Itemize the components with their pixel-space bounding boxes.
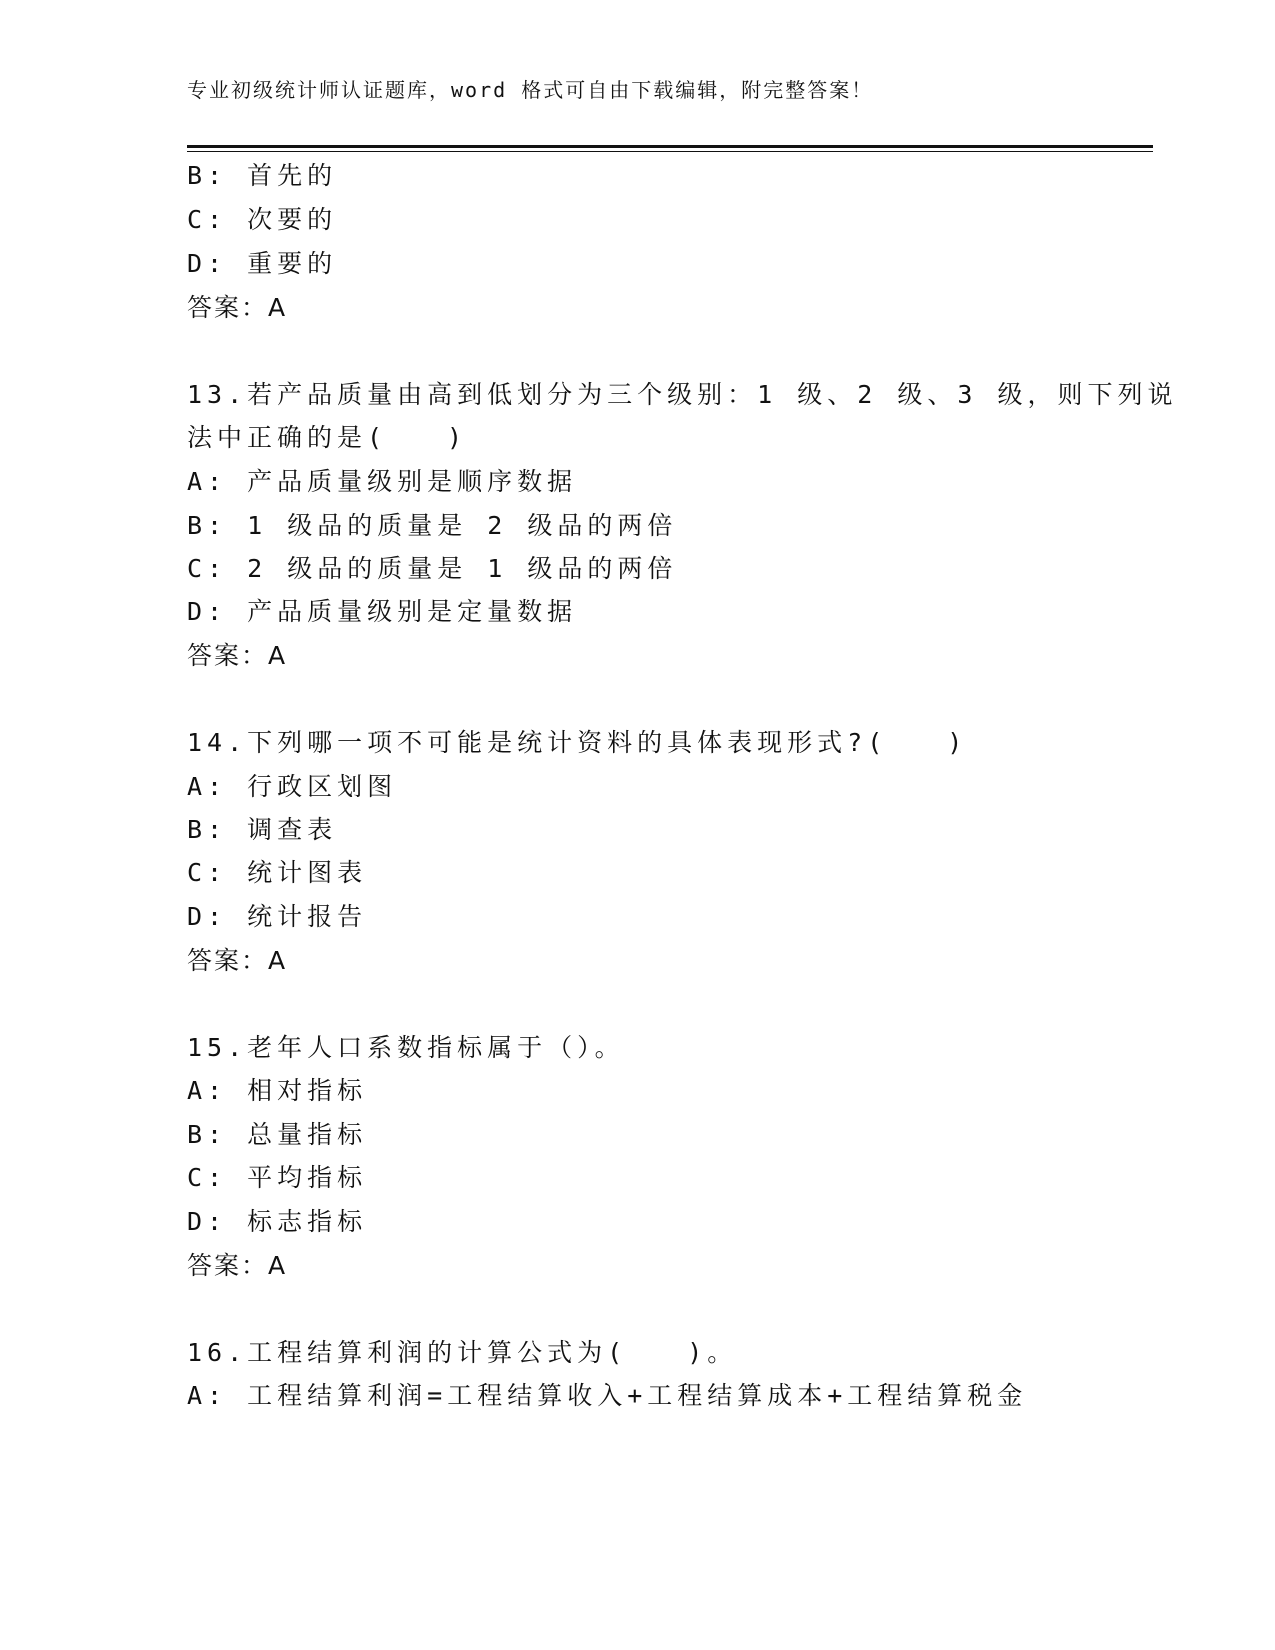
option-d: D: 产品质量级别是定量数据 — [187, 597, 578, 626]
option-b: B: 总量指标 — [187, 1120, 368, 1149]
option-c: C: 统计图表 — [187, 858, 368, 887]
question-13-stem: 13.若产品质量由高到低划分为三个级别：1 级、2 级、3 级，则下列说 — [187, 380, 1178, 409]
option-c: C: 次要的 — [187, 205, 338, 234]
option-b: B: 首先的 — [187, 161, 338, 190]
header-rule-thin — [187, 151, 1153, 152]
option-b: B: 1 级品的质量是 2 级品的两倍 — [187, 511, 678, 540]
question-13-stem-cont: 法中正确的是( ) — [187, 423, 468, 452]
answer: 答案：A — [187, 641, 288, 670]
answer: 答案：A — [187, 1251, 288, 1280]
question-15-stem: 15.老年人口系数指标属于（）。 — [187, 1033, 625, 1062]
question-14-stem: 14.下列哪一项不可能是统计资料的具体表现形式?( ) — [187, 728, 968, 757]
option-c: C: 平均指标 — [187, 1163, 368, 1192]
option-d: D: 统计报告 — [187, 902, 368, 931]
option-a: A: 工程结算利润=工程结算收入+工程结算成本+工程结算税金 — [187, 1381, 1028, 1410]
option-a: A: 行政区划图 — [187, 772, 398, 801]
answer: 答案：A — [187, 946, 288, 975]
question-16-stem: 16.工程结算利润的计算公式为( )。 — [187, 1338, 738, 1367]
option-a: A: 相对指标 — [187, 1076, 368, 1105]
header-rule-thick — [187, 145, 1153, 148]
option-a: A: 产品质量级别是顺序数据 — [187, 467, 578, 496]
option-d: D: 标志指标 — [187, 1207, 368, 1236]
answer: 答案：A — [187, 293, 288, 322]
option-d: D: 重要的 — [187, 249, 338, 278]
page-header: 专业初级统计师认证题库，word 格式可自由下载编辑，附完整答案！ — [187, 78, 874, 102]
option-b: B: 调查表 — [187, 815, 338, 844]
option-c: C: 2 级品的质量是 1 级品的两倍 — [187, 554, 678, 583]
